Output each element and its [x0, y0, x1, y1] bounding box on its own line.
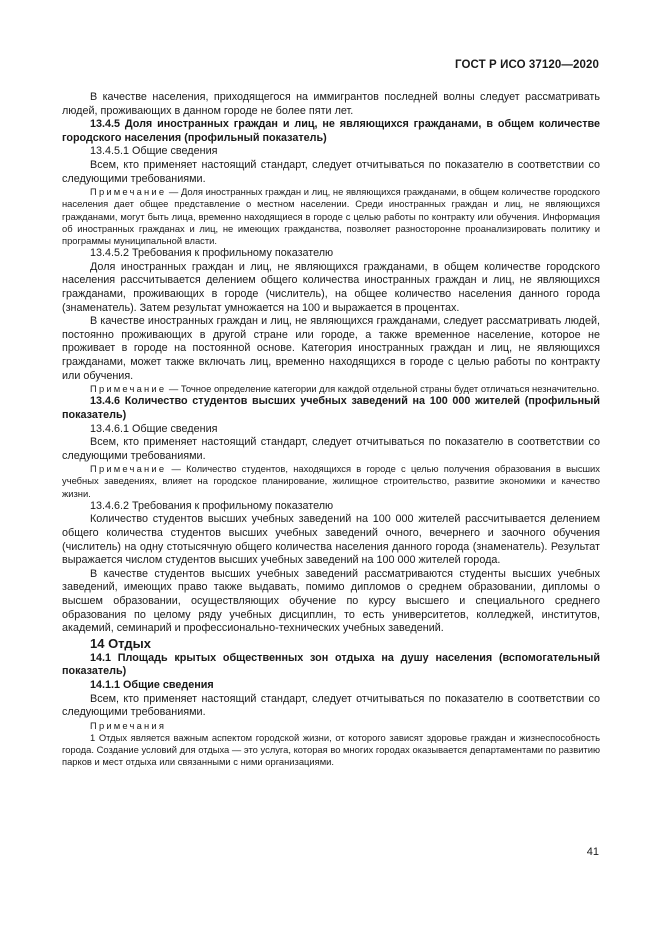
note-label: Примечание — [90, 463, 167, 475]
document-body — [62, 91, 600, 769]
section-13-4-5-1-title: 13.4.5.1 Общие сведения — [90, 145, 218, 158]
section-13-4-6-title: 13.4.6 Количество студентов высших учебных заведений на 100 000 жителей (профильный показатель) — [62, 395, 600, 421]
section-14-title: 14 Отдых — [90, 635, 151, 651]
paragraph-share-calculation: Доля иностранных граждан и лиц, не являющихся гражданами, в общем количестве городского населения рассчитывается делением общего количества иностранных граждан и лиц, не являющихся гражданами, проживающих в городе (числитель), на общее количество населения данного города (знаменатель). Затем результат умножается на 100 и выражается в процентах. — [62, 260, 600, 314]
paragraph-students-definition: В качестве студентов высших учебных заведений рассматриваются студенты высших учебных заведений, имеющих право также выдавать, помимо дипломов о среднем образовании, дипломы о высшем образовании, осуществляющих обучение по курсу высшего и специального среднего образования по целому ряду учебных дисциплин, то есть университетов, колледжей, институтов, академий, семинарий и профессионально-технических учебных заведений. — [62, 567, 600, 635]
note-text: — Доля иностранных граждан и лиц, не являющихся гражданами, в общем количестве городского населения дает общее представление о местном населении. Среди иностранных граждан и лиц, не являющихся гражданами, могут быть лица, временно находящиеся в городе с целью работы по контракту или обучения. Информация об иностранных гражданах и лиц, не имеющих гражданства, позволяет разносторонне проанализировать политику и программы муниципальной власти. — [62, 186, 600, 246]
note-13-4-6-1 — [62, 463, 600, 500]
note-label: Примечание — [90, 383, 167, 395]
section-13-4-6-2-title: 13.4.6.2 Требования к профильному показателю — [90, 499, 334, 512]
note-14-1-1: 1 Отдых является важным аспектом городской жизни, от которого зависят здоровье граждан и жизнеспособность города. Создание условий для отдыха — это услуга, которая во многих городах оказывается департаментами по развитию парков и мест отдыха или связанными с ними организациями. — [62, 732, 600, 768]
note-text: — Точное определение категории для каждой отдельной страны будет отличаться незначительно. — [166, 383, 600, 395]
section-14-1-title: 14.1 Площадь крытых общественных зон отдыха на душу населения (вспомогательный показатель) — [62, 651, 600, 678]
note-13-4-5-1 — [62, 186, 600, 247]
paragraph-students-calculation: Количество студентов высших учебных заведений на 100 000 жителей рассчитывается делением общего количества студентов высших учебных заведений очного, вечернего и заочного обучения (числитель) на одну стотысячную общего количества населения данного города (знаменатель). Результат выражается числом студентов высших учебных заведений на 100 000 жителей города. — [62, 513, 600, 567]
paragraph-report-requirement: Всем, кто применяет настоящий стандарт, следует отчитываться по показателю в соответствии со следующими требованиями. — [62, 436, 600, 462]
note-label: Примечание — [90, 186, 167, 198]
paragraph-foreign-citizens-definition: В качестве иностранных граждан и лиц, не являющихся гражданами, следует рассматривать людей, постоянно проживающих в другой стране или городе, а также временное население, которое не проживает в городе на постоянной основе. Категория иностранных граждан и лиц, не являющихся гражданами, может также включать лиц, временно находящихся в городе с целью работы по контракту или обучения. — [62, 315, 600, 382]
document-header: ГОСТ Р ИСО 37120—2020 — [454, 59, 599, 71]
note-text: — Количество студентов, находящихся в городе с целью получения образования в высших учебных заведениях, влияет на городское планирование, жилищное строительство, развитие экономики и качество жизни. — [62, 463, 600, 499]
section-13-4-5-title: 13.4.5 Доля иностранных граждан и лиц, не являющихся гражданами, в общем количестве городского населения (профильный показатель) — [62, 118, 600, 144]
paragraph-report-requirement: Всем, кто применяет настоящий стандарт, следует отчитываться по показателю в соответствии со следующими требованиями. — [62, 158, 600, 185]
section-14-1-1-title: 14.1.1 Общие сведения — [90, 679, 214, 692]
paragraph-immigrants: В качестве населения, приходящегося на иммигрантов последней волны следует рассматривать людей, проживающих в данном городе не более пяти лет. — [62, 91, 600, 117]
note-13-4-5-2 — [62, 383, 600, 395]
section-13-4-6-1-title: 13.4.6.1 Общие сведения — [90, 422, 218, 435]
section-13-4-5-2-title: 13.4.5.2 Требования к профильному показателю — [90, 247, 334, 260]
notes-label: Примечания — [90, 719, 167, 731]
page-number: 41 — [586, 846, 599, 858]
paragraph-report-requirement: Всем, кто применяет настоящий стандарт, следует отчитываться по показателю в соответствии со следующими требованиями. — [62, 692, 600, 719]
